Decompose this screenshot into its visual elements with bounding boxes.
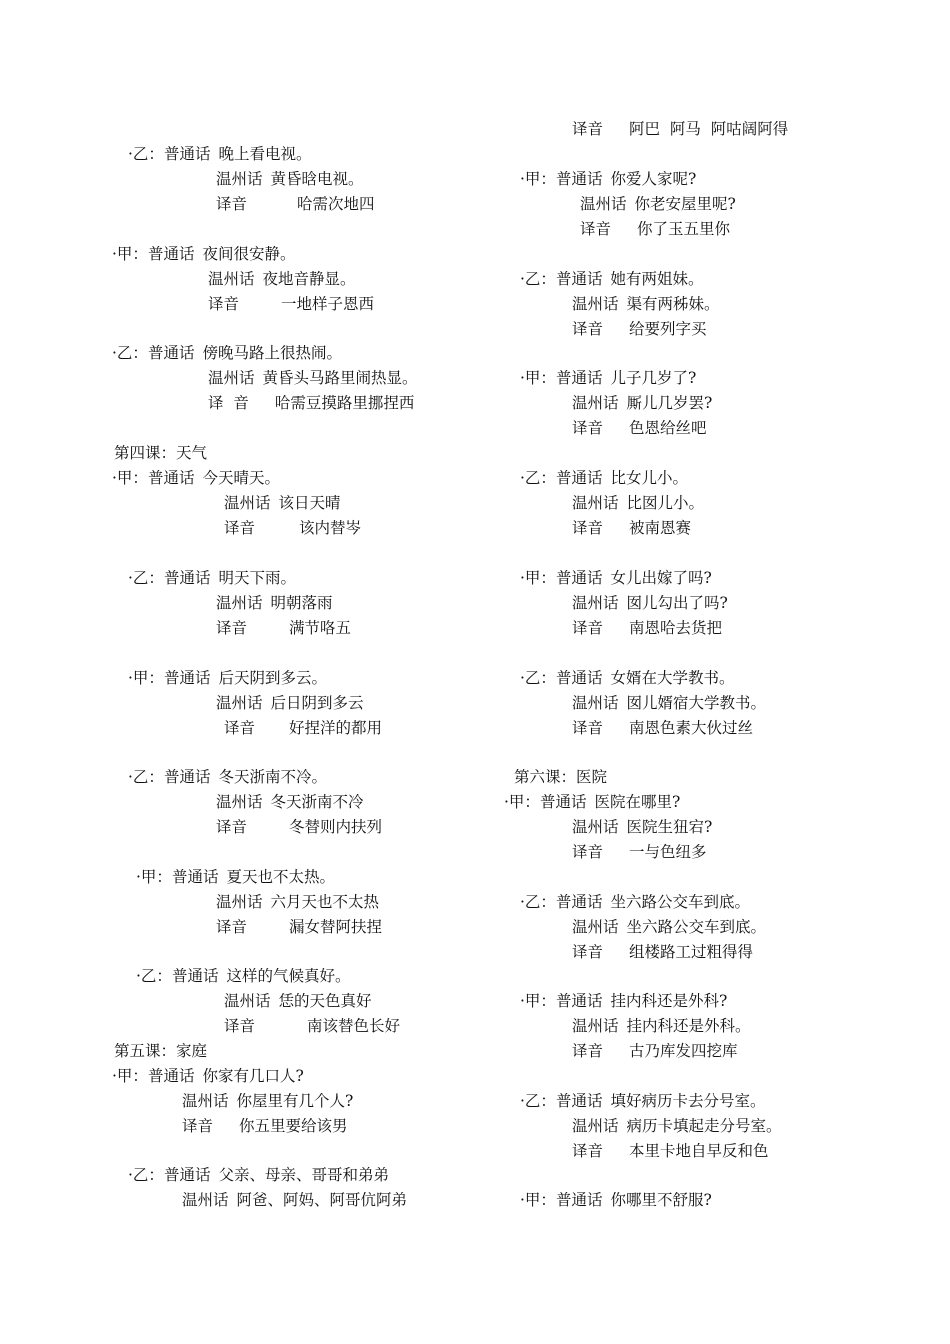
transliteration-label: 译音 xyxy=(572,120,604,138)
wenzhou-label: 温州话 xyxy=(572,494,619,512)
mandarin-label: 普通话 xyxy=(163,768,211,786)
wenzhou-label: 温州话 xyxy=(224,494,271,512)
speaker-label: ·甲： xyxy=(112,469,148,487)
transliteration-text: 满节咯五 xyxy=(289,619,352,637)
dialogue-line xyxy=(520,668,734,688)
mandarin-text: 傍晚马路上很热闹。 xyxy=(202,344,342,362)
mandarin-text: 夜间很安静。 xyxy=(202,245,296,263)
transliteration-label: 译音 xyxy=(572,1042,604,1060)
transliteration-text: 好捏洋的都用 xyxy=(289,719,383,737)
dialogue-line xyxy=(572,942,753,962)
dialogue-line xyxy=(128,668,327,688)
mandarin-text: 挂内科还是外科? xyxy=(610,992,728,1010)
wenzhou-label: 温州话 xyxy=(572,594,619,612)
dialogue-line xyxy=(572,817,712,837)
wenzhou-label: 温州话 xyxy=(572,1017,619,1035)
mandarin-label: 普通话 xyxy=(555,669,603,687)
mandarin-label: 普通话 xyxy=(555,569,603,587)
speaker-label: ·甲： xyxy=(520,369,556,387)
speaker-label: ·甲： xyxy=(520,569,556,587)
transliteration-label: 译音 xyxy=(572,843,604,861)
mandarin-label: 普通话 xyxy=(171,967,219,985)
wenzhou-label: 温州话 xyxy=(572,818,619,836)
speaker-label: ·乙： xyxy=(128,569,164,587)
wenzhou-text: 夜地音静显。 xyxy=(262,270,356,288)
transliteration-label: 译音 xyxy=(572,320,604,338)
dialogue-line xyxy=(572,493,704,513)
transliteration-label: 译音 xyxy=(572,719,604,737)
mandarin-text: 晚上看电视。 xyxy=(218,145,312,163)
transliteration-label: 译音 xyxy=(182,1117,214,1135)
mandarin-label: 普通话 xyxy=(147,1067,195,1085)
wenzhou-text: 病历卡填起走分号室。 xyxy=(626,1117,782,1135)
speaker-label: ·乙： xyxy=(520,270,556,288)
dialogue-line xyxy=(572,393,712,413)
speaker-label: ·乙： xyxy=(136,967,172,985)
mandarin-text: 冬天浙南不冷。 xyxy=(218,768,327,786)
mandarin-label: 普通话 xyxy=(555,270,603,288)
mandarin-label: 普通话 xyxy=(555,1191,603,1209)
dialogue-line xyxy=(572,1041,738,1061)
wenzhou-label: 温州话 xyxy=(572,295,619,313)
wenzhou-text: 六月天也不太热 xyxy=(270,893,380,911)
transliteration-label: 译音 xyxy=(216,818,248,836)
speaker-label: ·乙： xyxy=(128,1166,164,1184)
transliteration-text: 你了玉五里你 xyxy=(637,220,731,238)
speaker-label: ·乙： xyxy=(128,768,164,786)
dialogue-line xyxy=(182,1091,353,1111)
mandarin-text: 填好病历卡去分号室。 xyxy=(610,1092,766,1110)
speaker-label: ·甲： xyxy=(112,245,148,263)
mandarin-label: 普通话 xyxy=(555,469,603,487)
dialogue-line xyxy=(572,593,728,613)
transliteration-label: 译音 xyxy=(580,220,612,238)
transliteration-label: 译音 xyxy=(572,519,604,537)
dialogue-line xyxy=(216,892,379,912)
wenzhou-label: 温州话 xyxy=(216,170,263,188)
speaker-label: ·甲： xyxy=(112,1067,148,1085)
speaker-label: ·甲： xyxy=(128,669,164,687)
wenzhou-label: 温州话 xyxy=(572,1117,619,1135)
transliteration-label: 译音 xyxy=(216,195,248,213)
transliteration-text: 漏女替阿扶捏 xyxy=(289,918,383,936)
wenzhou-label: 温州话 xyxy=(216,893,263,911)
transliteration-text: 一地样子恩西 xyxy=(281,295,375,313)
mandarin-text: 坐六路公交车到底。 xyxy=(610,893,750,911)
lesson-heading: 第六课：医院 xyxy=(514,768,608,786)
dialogue-line xyxy=(572,718,753,738)
dialogue-line xyxy=(572,518,691,538)
transliteration-text: 南该替色长好 xyxy=(307,1017,401,1035)
dialogue-line xyxy=(224,718,382,738)
transliteration-text: 南恩哈去货把 xyxy=(629,619,723,637)
dialogue-line xyxy=(128,568,296,588)
speaker-label: ·甲： xyxy=(520,992,556,1010)
dialogue-line xyxy=(520,892,750,912)
dialogue-line xyxy=(216,593,333,613)
wenzhou-text: 比囡儿小。 xyxy=(626,494,705,512)
wenzhou-text: 囡儿勾出了吗? xyxy=(626,594,728,612)
transliteration-text: 给要列字买 xyxy=(629,320,707,338)
speaker-label: ·甲： xyxy=(520,170,556,188)
dialogue-line xyxy=(580,194,736,214)
dialogue-line xyxy=(572,418,707,438)
dialogue-line xyxy=(572,842,707,862)
wenzhou-label: 温州话 xyxy=(580,195,627,213)
mandarin-label: 普通话 xyxy=(539,793,587,811)
dialogue-line xyxy=(572,1016,751,1036)
transliteration-text: 色恩给丝吧 xyxy=(629,419,707,437)
mandarin-text: 儿子几岁了? xyxy=(610,369,697,387)
dialogue-line xyxy=(572,294,720,314)
mandarin-label: 普通话 xyxy=(171,868,219,886)
transliteration-text: 阿巴 阿马 阿咕阔阿得 xyxy=(629,120,789,138)
mandarin-label: 普通话 xyxy=(163,569,211,587)
dialogue-line xyxy=(128,144,311,164)
transliteration-label: 译音 xyxy=(572,1142,604,1160)
wenzhou-text: 后日阴到多云 xyxy=(270,694,364,712)
transliteration-text: 冬替则内扶列 xyxy=(289,818,383,836)
dialogue-line xyxy=(136,966,350,986)
mandarin-label: 普通话 xyxy=(555,893,603,911)
dialogue-line xyxy=(520,368,696,388)
dialogue-line xyxy=(572,1141,769,1161)
speaker-label: ·乙： xyxy=(128,145,164,163)
transliteration-label: 译音 xyxy=(208,295,240,313)
speaker-label: ·乙： xyxy=(520,1092,556,1110)
wenzhou-text: 黄昏头马路里闹热显。 xyxy=(262,369,418,387)
wenzhou-text: 厮儿几岁罢? xyxy=(626,394,713,412)
dialogue-line xyxy=(224,493,341,513)
dialogue-line xyxy=(520,991,727,1011)
mandarin-label: 普通话 xyxy=(163,1166,211,1184)
mandarin-text: 后天阴到多云。 xyxy=(218,669,327,687)
dialogue-line xyxy=(112,343,342,363)
transliteration-text: 哈需豆摸路里挪捏西 xyxy=(274,394,415,412)
wenzhou-label: 温州话 xyxy=(572,694,619,712)
dialogue-line xyxy=(216,792,364,812)
mandarin-text: 父亲、母亲、哥哥和弟弟 xyxy=(218,1166,389,1184)
wenzhou-text: 囡儿婿宿大学教书。 xyxy=(626,694,767,712)
mandarin-label: 普通话 xyxy=(147,344,195,362)
transliteration-text: 本里卡地自早反和色 xyxy=(629,1142,769,1160)
wenzhou-text: 明朝落雨 xyxy=(270,594,333,612)
dialogue-line xyxy=(572,618,722,638)
dialogue-line xyxy=(136,867,335,887)
dialogue-line xyxy=(520,1091,765,1111)
transliteration-label: 译音 xyxy=(224,519,256,537)
dialogue-line xyxy=(216,817,382,837)
dialogue-line xyxy=(504,792,680,812)
mandarin-text: 今天晴天。 xyxy=(202,469,280,487)
mandarin-text: 女儿出嫁了吗? xyxy=(610,569,712,587)
wenzhou-label: 温州话 xyxy=(216,694,263,712)
mandarin-label: 普通话 xyxy=(147,469,195,487)
speaker-label: ·甲： xyxy=(136,868,172,886)
dialogue-line xyxy=(216,194,375,214)
mandarin-text: 明天下雨。 xyxy=(218,569,296,587)
dialogue-line xyxy=(572,319,707,339)
wenzhou-text: 医院生狃宕? xyxy=(626,818,713,836)
dialogue-line xyxy=(572,1116,782,1136)
wenzhou-label: 温州话 xyxy=(182,1191,229,1209)
transliteration-text: 一与色纽多 xyxy=(629,843,707,861)
dialogue-line xyxy=(112,244,295,264)
dialogue-line xyxy=(520,568,712,588)
transliteration-text: 古乃库发四挖库 xyxy=(629,1042,738,1060)
lesson-heading: 第四课：天气 xyxy=(114,444,208,462)
transliteration-text: 南恩色素大伙过丝 xyxy=(629,719,754,737)
dialogue-line xyxy=(112,468,280,488)
transliteration-text: 组楼路工过粗得得 xyxy=(629,943,754,961)
mandarin-label: 普通话 xyxy=(163,145,211,163)
dialogue-line xyxy=(520,269,703,289)
mandarin-label: 普通话 xyxy=(555,1092,603,1110)
mandarin-label: 普通话 xyxy=(147,245,195,263)
wenzhou-text: 你老安屋里呢? xyxy=(634,195,736,213)
dialogue-line xyxy=(520,169,696,189)
dialogue-line xyxy=(182,1116,348,1136)
speaker-label: ·乙： xyxy=(520,469,556,487)
mandarin-text: 这样的气候真好。 xyxy=(226,967,351,985)
transliteration-label: 译音 xyxy=(572,943,604,961)
mandarin-text: 她有两姐妹。 xyxy=(610,270,704,288)
mandarin-text: 女婿在大学教书。 xyxy=(610,669,735,687)
dialogue-line xyxy=(128,767,327,787)
speaker-label: ·乙： xyxy=(520,669,556,687)
transliteration-label: 译 音 xyxy=(208,394,249,412)
transliteration-label: 译音 xyxy=(572,419,604,437)
mandarin-text: 夏天也不太热。 xyxy=(226,868,335,886)
transliteration-text: 你五里要给该男 xyxy=(239,1117,348,1135)
dialogue-line xyxy=(520,1190,712,1210)
dialogue-line xyxy=(128,1165,389,1185)
dialogue-line xyxy=(208,269,356,289)
mandarin-text: 医院在哪里? xyxy=(594,793,681,811)
wenzhou-label: 温州话 xyxy=(224,992,271,1010)
mandarin-text: 你家有几口人? xyxy=(202,1067,304,1085)
wenzhou-label: 温州话 xyxy=(216,793,263,811)
transliteration-label: 译音 xyxy=(572,619,604,637)
dialogue-line xyxy=(216,618,351,638)
dialogue-line xyxy=(182,1190,407,1210)
dialogue-line xyxy=(112,1066,304,1086)
wenzhou-label: 温州话 xyxy=(182,1092,229,1110)
speaker-label: ·乙： xyxy=(112,344,148,362)
mandarin-label: 普通话 xyxy=(555,369,603,387)
dialogue-line xyxy=(224,518,361,538)
transliteration-text: 被南恩赛 xyxy=(629,519,692,537)
dialogue-line xyxy=(224,1016,400,1036)
transliteration-label: 译音 xyxy=(216,619,248,637)
wenzhou-text: 你屋里有几个人? xyxy=(236,1092,354,1110)
mandarin-text: 比女儿小。 xyxy=(610,469,688,487)
dialogue-line xyxy=(216,693,364,713)
dialogue-line xyxy=(208,393,414,413)
wenzhou-text: 恁的天色真好 xyxy=(278,992,372,1010)
dialogue-line xyxy=(208,294,374,314)
dialogue-line xyxy=(572,917,766,937)
mandarin-label: 普通话 xyxy=(163,669,211,687)
dialogue-line xyxy=(572,119,788,139)
dialogue-line xyxy=(572,693,766,713)
wenzhou-label: 温州话 xyxy=(216,594,263,612)
transliteration-text: 哈需次地四 xyxy=(297,195,375,213)
transliteration-text: 该内替岑 xyxy=(299,519,362,537)
mandarin-label: 普通话 xyxy=(555,170,603,188)
transliteration-label: 译音 xyxy=(216,918,248,936)
dialogue-line xyxy=(224,991,372,1011)
wenzhou-label: 温州话 xyxy=(572,394,619,412)
wenzhou-text: 黄昏晗电视。 xyxy=(270,170,364,188)
lesson-heading: 第五课：家庭 xyxy=(114,1042,208,1060)
wenzhou-text: 冬天浙南不冷 xyxy=(270,793,364,811)
transliteration-label: 译音 xyxy=(224,1017,256,1035)
wenzhou-text: 该日天晴 xyxy=(278,494,341,512)
wenzhou-text: 阿爸、阿妈、阿哥伉阿弟 xyxy=(236,1191,408,1209)
dialogue-line xyxy=(216,917,382,937)
dialogue-line xyxy=(580,219,730,239)
dialogue-line xyxy=(216,169,364,189)
dialogue-line xyxy=(520,468,688,488)
wenzhou-text: 坐六路公交车到底。 xyxy=(626,918,767,936)
mandarin-text: 你哪里不舒服? xyxy=(610,1191,712,1209)
transliteration-label: 译音 xyxy=(224,719,256,737)
speaker-label: ·甲： xyxy=(520,1191,556,1209)
wenzhou-label: 温州话 xyxy=(208,369,255,387)
speaker-label: ·甲： xyxy=(504,793,540,811)
dialogue-line xyxy=(208,368,418,388)
wenzhou-label: 温州话 xyxy=(572,918,619,936)
wenzhou-label: 温州话 xyxy=(208,270,255,288)
mandarin-text: 你爱人家呢? xyxy=(610,170,697,188)
mandarin-label: 普通话 xyxy=(555,992,603,1010)
wenzhou-text: 挂内科还是外科。 xyxy=(626,1017,751,1035)
wenzhou-text: 渠有两秭妹。 xyxy=(626,295,720,313)
speaker-label: ·乙： xyxy=(520,893,556,911)
